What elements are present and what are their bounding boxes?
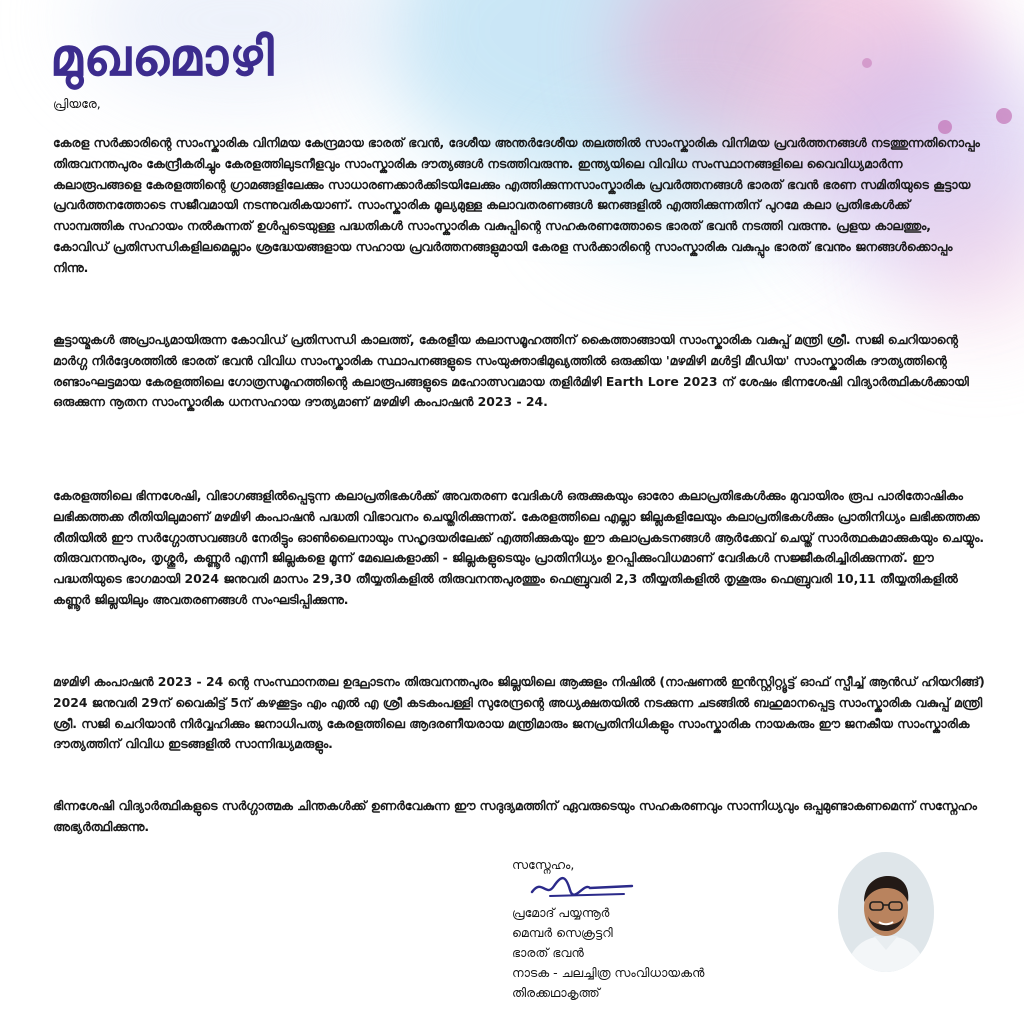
page-title: മുഖമൊഴി xyxy=(50,28,275,88)
paragraph-appeal: ഭിന്നശേഷി വിദ്യാർത്ഥികളുടെ സർഗ്ഗാത്മക ചിന്തകൾക്ക് ഉണർവേകുന്ന ഈ സദുദ്യമത്തിന് ഏവരുടെയും സഹകരണവും സാന്നിധ്യവും ഒപ്പമുണ്ടാകണമെന്ന് സസ്നേഹം അഭ്യർത്ഥിക്കുന്നു. xyxy=(53,798,977,834)
paragraph-program: കേരളത്തിലെ ഭിന്നശേഷി, വിഭാഗങ്ങളിൽപ്പെടുന്ന കലാപ്രതിഭകൾക്ക് അവതരണ വേദികൾ ഒരുക്കുകയും ഓരോ കലാപ്രതിഭകൾക്കും മുവായിരം രൂപ പാരിതോഷികം ലഭിക്കത്തക്ക രീതിയിലുമാണ് മഴമിഴി കംപാഷൻ പദ്ധതി വിഭാവനം ചെയ്തിരിക്കുന്നത്. കേരളത്തിലെ എല്ലാ ജില്ലകളിലേയും കലാപ്രതിഭകൾക്കും പ്രാതിനിധ്യം ലഭിക്കത്തക്ക രീതിയിൽ ഈ സർഗ്ഗോത്സവങ്ങൾ നേരിട്ടും ഓൺലൈനായും സഹൃദയരിലേക്ക് എത്തിക്കുകയും ഈ കലാപ്രകടനങ്ങൾ ആർക്കേവ് ചെയ്ത് സാർത്ഥകമാക്കുകയും ചെയ്യും. തിരുവനന്തപുരം, തൃശ്ശൂർ, കണ്ണൂർ എന്നീ ജില്ലകളെ മൂന്ന് മേഖലകളാക്കി - ജില്ലകളുടെയും പ്രാതിനിധ്യം ഉറപ്പിക്കുംവിധമാണ് വേദികൾ സജ്ജീകരിച്ചിരിക്കുന്നത്. ഈ പദ്ധതിയുടെ ഭാഗമായി 2024 ജനുവരി മാസം 29,30 തീയ്യതികളിൽ തിരുവനന്തപുരത്തും ഫെബ്രുവരി 2,3 തീയ്യതികളിൽ തൃശൂരും ഫെബ്രുവരി 10,11 തീയ്യതികളിൽ കണ്ണൂർ ജില്ലയിലും അവതരണങ്ങൾ സംഘടിപ്പിക്കുന്നു. xyxy=(53,488,985,607)
author-portrait xyxy=(838,852,934,972)
signatory-organization: ഭാരത് ഭവൻ xyxy=(512,945,584,960)
signatory-role-2: തിരക്കഥാകൃത്ത് xyxy=(512,985,600,1000)
signatory-role: നാടക - ചലച്ചിത്ര സംവിധായകൻ xyxy=(512,965,705,980)
signatory-designation: മെമ്പർ സെക്രട്ടറി xyxy=(512,925,613,940)
paragraph-intro: കേരള സർക്കാരിന്റെ സാംസ്കാരിക വിനിമയ കേന്ദ്രമായ ഭാരത് ഭവൻ, ദേശീയ അന്തർദേശീയ തലത്തിൽ സാംസ്കാരിക വിനിമയ പ്രവർത്തനങ്ങൾ നടത്തുന്നതിനൊപ്പം തിരുവനന്തപുരം കേന്ദ്രീകരിച്ചും കേരളത്തിലുടനീളവും സാംസ്കാരിക ദൗത്യങ്ങൾ നടത്തിവരുന്നു. ഇന്ത്യയിലെ വിവിധ സംസ്ഥാനങ്ങളിലെ വൈവിധ്യമാർന്ന കലാരൂപങ്ങളെ കേരളത്തിന്റെ ഗ്രാമങ്ങളിലേക്കും സാധാരണക്കാർക്കിടയിലേക്കും എത്തിക്കുന്നസാംസ്കാരിക പ്രവർത്തനങ്ങൾ ഭാരത് ഭവൻ ഭരണ സമിതിയുടെ കൂട്ടായ പ്രവർത്തനത്തോടെ സജീവമായി നടന്നുവരികയാണ്. സാംസ്കാരിക മൂല്യമുള്ള കലാവതരണങ്ങൾ ജനങ്ങളിൽ എത്തിക്കുന്നതിന് പുറമേ കലാ പ്രതിഭകൾക്ക് സാമ്പത്തിക സഹായം നൽകുന്നത് ഉൾപ്പടെയുള്ള പദ്ധതികൾ സാംസ്കാരിക വകുപ്പിന്റെ സഹകരണത്തോടെ ഭാരത് ഭവൻ നടത്തി വരുന്നു. പ്രളയ കാലത്തും, കോവിഡ് പ്രതിസന്ധികളിലമെല്ലാം ശ്രദ്ധേയങ്ങളായ സഹായ പ്രവർത്തനങ്ങളുമായി കേരള സർക്കാരിന്റെ സാംസ്കാരിക വകുപ്പും ഭാരത് ഭവനും ജനങ്ങൾക്കൊപ്പം നിന്നു. xyxy=(53,135,980,275)
paragraph-covid: കൂട്ടായ്മകൾ അപ്രാപ്യമായിരുന്ന കോവിഡ് പ്രതിസന്ധി കാലത്ത്, കേരളീയ കലാസമൂഹത്തിന് കൈത്താങ്ങായി സാംസ്കാരിക വകുപ്പ് മന്ത്രി ശ്രീ. സജി ചെറിയാന്റെ മാർഗ്ഗ നിർദ്ദേശത്തിൽ ഭാരത് ഭവൻ വിവിധ സാംസ്കാരിക സ്ഥാപനങ്ങളുടെ സംയുക്താഭിമുഖ്യത്തിൽ ഒരുക്കിയ 'മഴമിഴി മൾട്ടി മീഡിയ' സാംസ്കാരിക ദൗത്യത്തിന്റെ രണ്ടാംഘട്ടമായ കേരളത്തിലെ ഗോത്രസമൂഹത്തിന്റെ കലാരൂപങ്ങളുടെ മഹോത്സവമായ തളിർമിഴി Earth Lore 2023 ന് ശേഷം ഭിന്നശേഷി വിദ്യാർത്ഥികൾക്കായി ഒരുക്കുന്ന നൂതന സാംസ്കാരിക ധനസഹായ ദൗത്യമാണ് മഴമിഴി കംപാഷൻ 2023 - 24. xyxy=(53,332,969,410)
greeting: പ്രിയരേ, xyxy=(53,96,101,111)
signatory-name: പ്രമോദ് പയ്യന്നൂർ xyxy=(512,905,610,920)
handwritten-signature xyxy=(528,872,638,902)
paragraph-inauguration: മഴമിഴി കംപാഷൻ 2023 - 24 ന്റെ സംസ്ഥാനതല ഉദ്ഘാടനം തിരുവനന്തപുരം ജില്ലയിലെ ആക്കുളം നിഷിൽ (നാഷണൽ ഇൻസ്റ്റിറ്റ്യൂട്ട് ഓഫ് സ്പീച്ച് ആൻഡ് ഹിയറിങ്ങ്) 2024 ജനുവരി 29ന് വൈകിട്ട് 5ന് കഴക്കൂട്ടം എം എൽ എ ശ്രീ കടകംപള്ളി സുരേന്ദ്രന്റെ അധ്യക്ഷതയിൽ നടക്കുന്ന ചടങ്ങിൽ ബഹുമാനപ്പെട്ട സാംസ്കാരിക വകുപ്പ് മന്ത്രി ശ്രീ. സജി ചെറിയാൻ നിർവ്വഹിക്കും ജനാധിപത്യ കേരളത്തിലെ ആദരണീയരായ മന്ത്രിമാരും ജനപ്രതിനിധികളും സാംസ്കാരിക നായകരും ഈ ജനകീയ സാംസ്കാരിക ദൗത്യത്തിന് വിവിധ ഇടങ്ങളിൽ സാന്നിദ്ധ്യമരുളും. xyxy=(53,674,985,752)
closing-salutation: സസ്നേഹം, xyxy=(512,857,575,872)
